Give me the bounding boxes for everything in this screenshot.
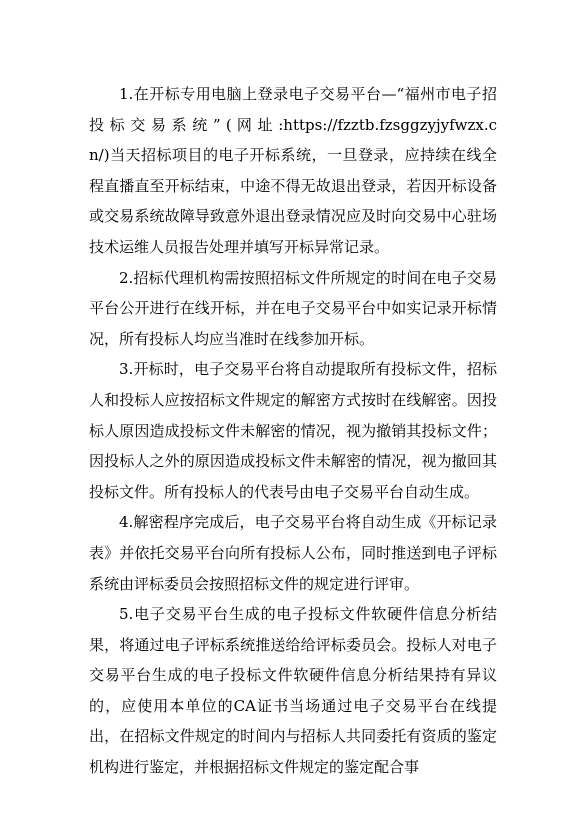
- paragraph-4: 4.解密程序完成后，电子交易平台将自动生成《开标记录表》并依托交易平台向所有投标人公布，同时推送到电子评标系统由评标委员会按照招标文件的规定进行评审。: [89, 513, 497, 593]
- paragraph-1-part-a: 1.在开标专用电脑上登录电子交易平台—“福州市电子招 投 标 交 易 系 统 ” ( 网 址 :: [89, 85, 497, 134]
- paragraph-5: 5.电子交易平台生成的电子投标文件软硬件信息分析结果，将通过电子评标系统推送给给评标委员会。投标人对电子交易平台生成的电子投标文件软硬件信息分析结果持有异议的，应使用本单位的CA证书当场通过电子交易平台在线提出，在招标文件规定的时间内与招标人共同委托有资质的鉴定机构进行鉴定，并根据招标文件规定的鉴定配合事: [89, 605, 497, 777]
- paragraph-1-part-b: https://fzztb.fzsggzyjyfwzx.cn/)当天招标项目的电子开标系统，一旦登录，应持续在线全程直播直至开标结束，中途不得无故退出登录，若因开标设备或交易系统故障导致意外退出登录情况应及时向交易中心驻场技术运维人员报告处理并填写开标异常记录。: [89, 115, 497, 256]
- paragraph-3: 3.开标时，电子交易平台将自动提取所有投标文件，招标人和投标人应按招标文件规定的解密方式按时在线解密。因投标人原因造成投标文件未解密的情况，视为撤销其投标文件；因投标人之外的原因造成投标文件未解密的情况，视为撤回其投标文件。所有投标人的代表号由电子交易平台自动生成。: [89, 360, 497, 501]
- paragraph-1: [89, 79, 497, 263]
- paragraph-2: 2.招标代理机构需按照招标文件所规定的时间在电子交易平台公开进行在线开标，并在电子交易平台中如实记录开标情况，所有投标人均应当准时在线参加开标。: [89, 268, 497, 348]
- document-body: [89, 79, 497, 783]
